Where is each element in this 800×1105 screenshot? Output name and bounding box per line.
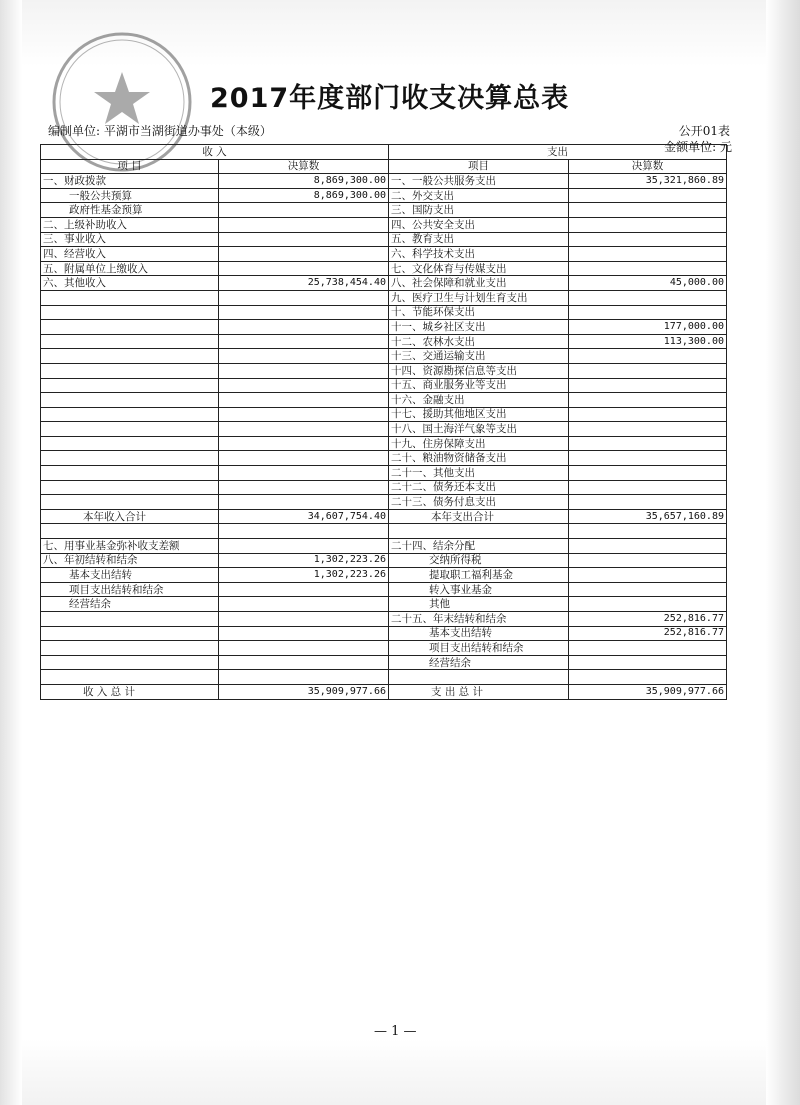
- table-row: [41, 247, 727, 262]
- expense-amount-cell: [569, 524, 727, 539]
- expense-item-cell: 十九、住房保障支出: [389, 436, 569, 451]
- expense-item-cell: 五、教育支出: [389, 232, 569, 247]
- table-row: [41, 495, 727, 510]
- expense-amount-cell: [569, 539, 727, 554]
- income-amount-cell: [219, 436, 389, 451]
- income-amount-cell: [219, 480, 389, 495]
- expense-amount-cell: [569, 393, 727, 408]
- expense-amount-cell: [569, 290, 727, 305]
- income-amount-cell: [219, 641, 389, 656]
- income-item-cell: [41, 422, 219, 437]
- expense-amount-cell: [569, 261, 727, 276]
- table-column-header: [41, 159, 727, 174]
- income-item-cell: [41, 626, 219, 641]
- income-amount-cell: [219, 393, 389, 408]
- table-row: [41, 290, 727, 305]
- expense-section-label: 支出: [389, 145, 727, 160]
- expense-amount-cell: [569, 480, 727, 495]
- expense-item-cell: 十四、资源勘探信息等支出: [389, 363, 569, 378]
- table-row: [41, 349, 727, 364]
- table-section-header: [41, 145, 727, 160]
- expense-item-cell: 本年支出合计: [389, 509, 569, 524]
- income-item-cell: [41, 290, 219, 305]
- income-amount-cell: [219, 466, 389, 481]
- income-item-cell: [41, 524, 219, 539]
- expense-amount-cell: [569, 203, 727, 218]
- expense-item-cell: 一、一般公共服务支出: [389, 174, 569, 189]
- income-item-cell: 一般公共预算: [41, 188, 219, 203]
- expense-item-cell: 二十五、年末结转和结余: [389, 612, 569, 627]
- income-item-cell: [41, 495, 219, 510]
- expense-amount-cell: [569, 363, 727, 378]
- expense-item-cell: 经营结余: [389, 655, 569, 670]
- expense-amount-header: 决算数: [569, 159, 727, 174]
- expense-item-cell: 二十三、债务付息支出: [389, 495, 569, 510]
- income-item-cell: 收 入 总 计: [41, 684, 219, 699]
- income-item-cell: 八、年初结转和结余: [41, 553, 219, 568]
- currency-unit: 金额单位: 元: [664, 140, 732, 154]
- expense-item-header: 项目: [389, 159, 569, 174]
- income-amount-cell: [219, 407, 389, 422]
- table-row: [41, 612, 727, 627]
- income-amount-cell: [219, 582, 389, 597]
- income-item-cell: [41, 349, 219, 364]
- table-row: [41, 539, 727, 554]
- table-row: [41, 378, 727, 393]
- table-row: [41, 217, 727, 232]
- expense-amount-cell: 35,657,160.89: [569, 509, 727, 524]
- expense-item-cell: 二十二、债务还本支出: [389, 480, 569, 495]
- expense-amount-cell: 252,816.77: [569, 612, 727, 627]
- expense-item-cell: 十一、城乡社区支出: [389, 320, 569, 335]
- expense-item-cell: 二十、粮油物资储备支出: [389, 451, 569, 466]
- table-row: [41, 553, 727, 568]
- income-amount-cell: 1,302,223.26: [219, 568, 389, 583]
- income-item-cell: [41, 305, 219, 320]
- table-row: [41, 466, 727, 481]
- table-row: [41, 597, 727, 612]
- income-item-cell: 六、其他收入: [41, 276, 219, 291]
- expense-amount-cell: [569, 188, 727, 203]
- income-item-cell: [41, 334, 219, 349]
- table-row: [41, 451, 727, 466]
- expense-item-cell: 二十四、结余分配: [389, 539, 569, 554]
- expense-item-cell: 转入事业基金: [389, 582, 569, 597]
- expense-item-cell: 十、节能环保支出: [389, 305, 569, 320]
- expense-item-cell: 二、外交支出: [389, 188, 569, 203]
- table-row: [41, 320, 727, 335]
- scan-shadow-right: [766, 0, 800, 1105]
- income-item-cell: 基本支出结转: [41, 568, 219, 583]
- income-item-cell: 政府性基金预算: [41, 203, 219, 218]
- table-row: [41, 684, 727, 699]
- income-amount-cell: [219, 378, 389, 393]
- income-amount-cell: [219, 305, 389, 320]
- income-amount-cell: 34,607,754.40: [219, 509, 389, 524]
- expense-item-cell: 四、公共安全支出: [389, 217, 569, 232]
- income-amount-cell: [219, 597, 389, 612]
- income-amount-cell: [219, 363, 389, 378]
- income-item-cell: 二、上级补助收入: [41, 217, 219, 232]
- form-number: 公开01表: [678, 124, 730, 138]
- scan-shadow-left: [0, 0, 22, 1105]
- expense-item-cell: 项目支出结转和结余: [389, 641, 569, 656]
- expense-amount-cell: [569, 655, 727, 670]
- income-item-cell: [41, 407, 219, 422]
- income-amount-cell: [219, 422, 389, 437]
- expense-amount-cell: [569, 349, 727, 364]
- table-row: [41, 407, 727, 422]
- expense-item-cell: 支 出 总 计: [389, 684, 569, 699]
- table-row: [41, 641, 727, 656]
- expense-amount-cell: [569, 247, 727, 262]
- table-row: [41, 509, 727, 524]
- income-item-cell: [41, 480, 219, 495]
- expense-amount-cell: [569, 641, 727, 656]
- table-row: [41, 393, 727, 408]
- income-item-cell: [41, 612, 219, 627]
- expense-item-cell: 基本支出结转: [389, 626, 569, 641]
- income-item-cell: [41, 670, 219, 685]
- income-item-cell: [41, 320, 219, 335]
- expense-item-cell: 十五、商业服务业等支出: [389, 378, 569, 393]
- table-row: [41, 363, 727, 378]
- expense-item-cell: [389, 524, 569, 539]
- income-item-cell: 一、财政拨款: [41, 174, 219, 189]
- expense-amount-cell: [569, 568, 727, 583]
- income-item-cell: 本年收入合计: [41, 509, 219, 524]
- expense-item-cell: [389, 670, 569, 685]
- income-amount-cell: [219, 217, 389, 232]
- income-amount-cell: [219, 539, 389, 554]
- income-amount-cell: 25,738,454.40: [219, 276, 389, 291]
- table-row: [41, 232, 727, 247]
- table-row: [41, 582, 727, 597]
- income-item-cell: [41, 655, 219, 670]
- expense-amount-cell: [569, 305, 727, 320]
- income-amount-cell: [219, 612, 389, 627]
- expense-amount-cell: 35,909,977.66: [569, 684, 727, 699]
- income-item-cell: [41, 466, 219, 481]
- expense-amount-cell: [569, 553, 727, 568]
- expense-item-cell: 六、科学技术支出: [389, 247, 569, 262]
- income-item-cell: [41, 378, 219, 393]
- table-row: [41, 670, 727, 685]
- expense-item-cell: 十八、国土海洋气象等支出: [389, 422, 569, 437]
- expense-amount-cell: 252,816.77: [569, 626, 727, 641]
- table-row: [41, 276, 727, 291]
- income-item-cell: [41, 363, 219, 378]
- table-row: [41, 188, 727, 203]
- expense-amount-cell: [569, 597, 727, 612]
- income-amount-cell: [219, 247, 389, 262]
- table-row: [41, 655, 727, 670]
- income-item-cell: 三、事业收入: [41, 232, 219, 247]
- income-item-cell: [41, 451, 219, 466]
- expense-item-cell: 提取职工福利基金: [389, 568, 569, 583]
- table-row: [41, 174, 727, 189]
- table-row: [41, 626, 727, 641]
- income-section-label: 收 入: [41, 145, 389, 160]
- income-item-header: 项 目: [41, 159, 219, 174]
- income-item-cell: [41, 641, 219, 656]
- table-row: [41, 305, 727, 320]
- income-amount-cell: [219, 349, 389, 364]
- expense-amount-cell: [569, 217, 727, 232]
- expense-item-cell: 其他: [389, 597, 569, 612]
- expense-amount-cell: 177,000.00: [569, 320, 727, 335]
- table-row: [41, 334, 727, 349]
- income-amount-cell: 35,909,977.66: [219, 684, 389, 699]
- table-row: [41, 203, 727, 218]
- expense-amount-cell: [569, 451, 727, 466]
- income-amount-cell: [219, 451, 389, 466]
- expense-item-cell: 九、医疗卫生与计划生育支出: [389, 290, 569, 305]
- expense-item-cell: 交纳所得税: [389, 553, 569, 568]
- table-row: [41, 524, 727, 539]
- table-body: [41, 174, 727, 699]
- income-amount-header: 决算数: [219, 159, 389, 174]
- income-amount-cell: 8,869,300.00: [219, 174, 389, 189]
- expense-item-cell: 十六、金融支出: [389, 393, 569, 408]
- expense-amount-cell: [569, 495, 727, 510]
- expense-item-cell: 三、国防支出: [389, 203, 569, 218]
- expense-amount-cell: [569, 466, 727, 481]
- income-amount-cell: [219, 495, 389, 510]
- expense-amount-cell: [569, 582, 727, 597]
- income-amount-cell: 1,302,223.26: [219, 553, 389, 568]
- budget-summary-table: [40, 144, 727, 700]
- income-item-cell: 经营结余: [41, 597, 219, 612]
- income-item-cell: [41, 436, 219, 451]
- income-amount-cell: [219, 203, 389, 218]
- expense-item-cell: 十二、农林水支出: [389, 334, 569, 349]
- table-row: [41, 568, 727, 583]
- income-amount-cell: [219, 334, 389, 349]
- table-row: [41, 261, 727, 276]
- income-amount-cell: [219, 626, 389, 641]
- income-item-cell: 五、附属单位上缴收入: [41, 261, 219, 276]
- expense-item-cell: 十三、交通运输支出: [389, 349, 569, 364]
- expense-amount-cell: [569, 407, 727, 422]
- income-amount-cell: [219, 670, 389, 685]
- income-item-cell: 项目支出结转和结余: [41, 582, 219, 597]
- table-row: [41, 480, 727, 495]
- income-amount-cell: 8,869,300.00: [219, 188, 389, 203]
- compiling-unit: 编制单位: 平湖市当湖街道办事处（本级）: [48, 124, 272, 138]
- income-amount-cell: [219, 655, 389, 670]
- expense-amount-cell: 35,321,860.89: [569, 174, 727, 189]
- expense-amount-cell: 45,000.00: [569, 276, 727, 291]
- income-amount-cell: [219, 290, 389, 305]
- table-row: [41, 422, 727, 437]
- income-amount-cell: [219, 232, 389, 247]
- report-title: 2017年度部门收支决算总表: [210, 83, 570, 114]
- income-amount-cell: [219, 524, 389, 539]
- expense-amount-cell: [569, 436, 727, 451]
- expense-amount-cell: [569, 378, 727, 393]
- expense-amount-cell: [569, 422, 727, 437]
- income-amount-cell: [219, 320, 389, 335]
- income-item-cell: 四、经营收入: [41, 247, 219, 262]
- expense-item-cell: 七、文化体育与传媒支出: [389, 261, 569, 276]
- expense-item-cell: 二十一、其他支出: [389, 466, 569, 481]
- income-item-cell: [41, 393, 219, 408]
- table-row: [41, 436, 727, 451]
- expense-amount-cell: [569, 232, 727, 247]
- expense-item-cell: 十七、援助其他地区支出: [389, 407, 569, 422]
- expense-item-cell: 八、社会保障和就业支出: [389, 276, 569, 291]
- expense-amount-cell: [569, 670, 727, 685]
- expense-amount-cell: 113,300.00: [569, 334, 727, 349]
- page-number: — 1 —: [374, 1024, 417, 1039]
- income-amount-cell: [219, 261, 389, 276]
- income-item-cell: 七、用事业基金弥补收支差额: [41, 539, 219, 554]
